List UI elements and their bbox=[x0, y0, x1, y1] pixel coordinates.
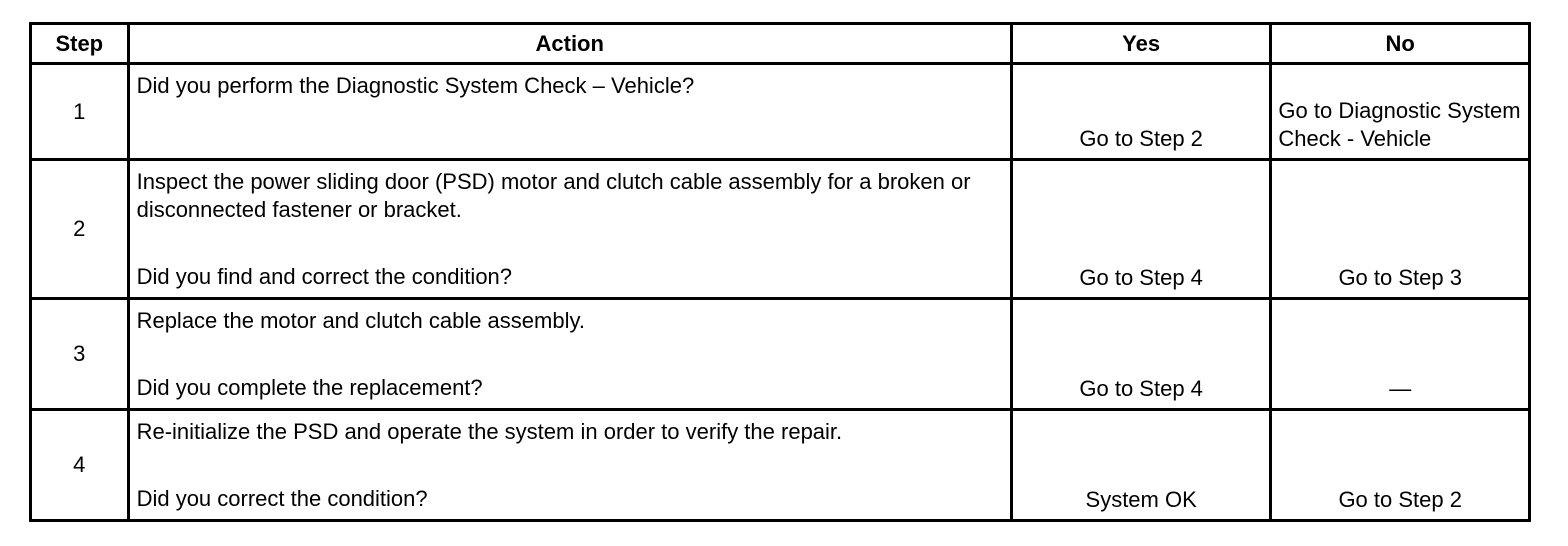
action-text: Re-initialize the PSD and operate the system in order to verify the repair. bbox=[136, 419, 843, 444]
header-no: No bbox=[1271, 24, 1530, 64]
yes-result: Go to Step 4 bbox=[1011, 299, 1271, 410]
action-question: Did you correct the condition? bbox=[136, 486, 428, 511]
yes-result: Go to Step 2 bbox=[1011, 64, 1271, 160]
step-number: 3 bbox=[31, 299, 129, 410]
header-action: Action bbox=[128, 24, 1011, 64]
no-result: Go to Step 2 bbox=[1271, 410, 1530, 521]
no-result: Go to Step 3 bbox=[1271, 160, 1530, 299]
action-cell bbox=[128, 410, 1011, 521]
header-yes: Yes bbox=[1011, 24, 1271, 64]
action-text: Inspect the power sliding door (PSD) motor and clutch cable assembly for a broken or disconnected fastener or bracket. bbox=[136, 169, 971, 222]
table-row bbox=[31, 410, 1530, 521]
step-number: 1 bbox=[31, 64, 129, 160]
step-number: 2 bbox=[31, 160, 129, 299]
header-step: Step bbox=[31, 24, 129, 64]
yes-result: System OK bbox=[1011, 410, 1271, 521]
action-cell bbox=[128, 64, 1011, 160]
action-question: Did you complete the replacement? bbox=[136, 375, 483, 400]
no-result: — bbox=[1271, 299, 1530, 410]
table-header-row bbox=[31, 24, 1530, 64]
action-text: Did you perform the Diagnostic System Check – Vehicle? bbox=[136, 73, 695, 98]
table-row bbox=[31, 160, 1530, 299]
yes-result: Go to Step 4 bbox=[1011, 160, 1271, 299]
action-text: Replace the motor and clutch cable assembly. bbox=[136, 308, 585, 333]
no-result: Go to Diagnostic System Check - Vehicle bbox=[1271, 64, 1530, 160]
action-cell bbox=[128, 160, 1011, 299]
action-cell bbox=[128, 299, 1011, 410]
table-row bbox=[31, 299, 1530, 410]
step-number: 4 bbox=[31, 410, 129, 521]
action-question: Did you find and correct the condition? bbox=[136, 264, 513, 289]
diagnostic-table bbox=[29, 22, 1531, 522]
table-row bbox=[31, 64, 1530, 160]
